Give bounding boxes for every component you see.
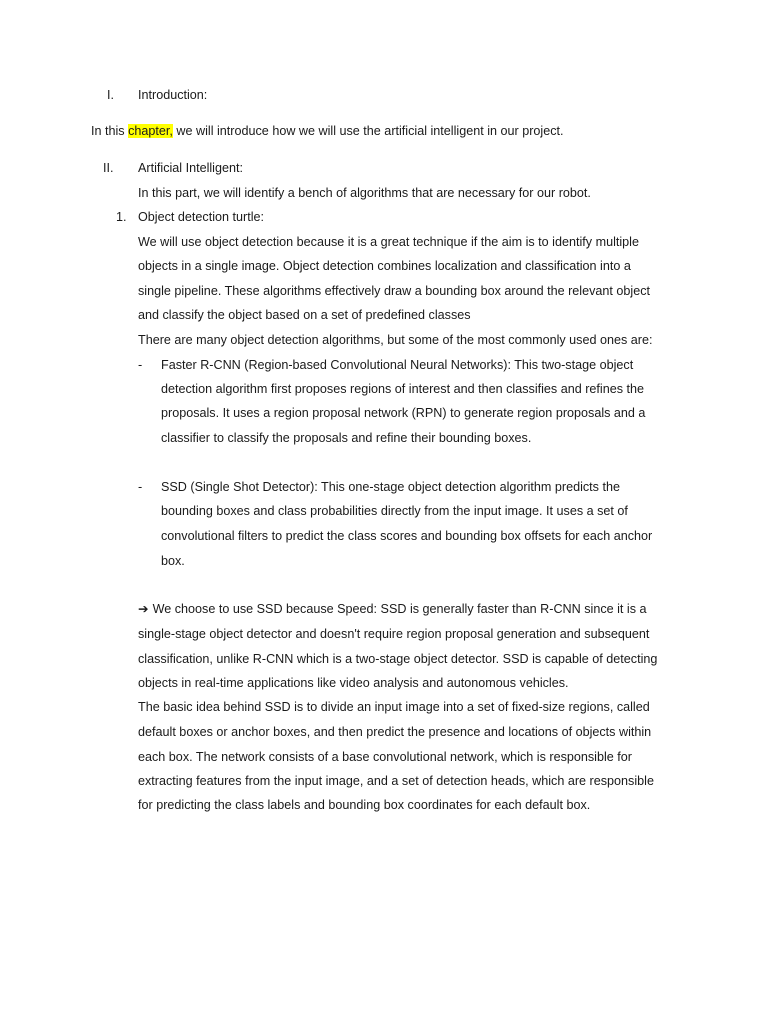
- intro-text-after: we will introduce how we will use the artificial intelligent in our project.: [172, 124, 564, 138]
- section-1-numeral: I.: [107, 88, 114, 102]
- bullet-1-line: proposals. It uses a region proposal network (RPN) to generate region proposals and a: [161, 406, 646, 420]
- bullet-2-line: convolutional filters to predict the class scores and bounding box offsets for each anchor: [161, 529, 653, 543]
- conclusion-line: We choose to use SSD because Speed: SSD is generally faster than R-CNN since it is a: [152, 602, 647, 616]
- paragraph-line: single pipeline. These algorithms effectively draw a bounding box around the relevant object: [138, 284, 651, 298]
- bullet-2-line: box.: [161, 554, 185, 568]
- conclusion-line: single-stage object detector and doesn't require region proposal generation and subsequent: [138, 627, 650, 641]
- bullet-2-line: SSD (Single Shot Detector): This one-stage object detection algorithm predicts the: [161, 480, 620, 494]
- intro-text-before: In this: [91, 124, 129, 138]
- intro-highlighted-word: chapter,: [128, 124, 173, 138]
- bullet-1-line: classifier to classify the proposals and refine their bounding boxes.: [161, 431, 532, 445]
- subsection-1-number: 1.: [116, 210, 127, 224]
- conclusion-line: The basic idea behind SSD is to divide an input image into a set of fixed-size regions, called: [138, 700, 650, 714]
- bullet-marker: -: [138, 358, 143, 372]
- section-1-heading: Introduction:: [138, 88, 208, 102]
- section-2-intro: In this part, we will identify a bench of algorithms that are necessary for our robot.: [138, 186, 591, 200]
- conclusion-line: objects in real-time applications like video analysis and autonomous vehicles.: [138, 676, 569, 690]
- conclusion-line: extracting features from the input image, and a set of detection heads, which are responsible: [138, 774, 654, 788]
- bullet-1-line: Faster R-CNN (Region-based Convolutional Neural Networks): This two-stage object: [161, 358, 634, 372]
- conclusion-line: each box. The network consists of a base convolutional network, which is responsible for: [138, 750, 632, 764]
- paragraph-line: We will use object detection because it is a great technique if the aim is to identify multiple: [138, 235, 639, 249]
- arrow-right-icon: ➔: [138, 602, 149, 616]
- bullet-2-line: bounding boxes and class probabilities directly from the input image. It uses a set of: [161, 504, 628, 518]
- section-2-heading: Artificial Intelligent:: [138, 161, 243, 175]
- subsection-1-heading: Object detection turtle:: [138, 210, 265, 224]
- bullet-marker: -: [138, 480, 143, 494]
- section-2-numeral: II.: [103, 161, 114, 175]
- bullet-1-line: detection algorithm first proposes regions of interest and then classifies and refines the: [161, 382, 645, 396]
- paragraph-line: objects in a single image. Object detection combines localization and classification into a: [138, 259, 631, 273]
- intro-paragraph: [91, 123, 564, 139]
- conclusion-line: for predicting the class labels and bounding box coordinates for each default box.: [138, 798, 591, 812]
- paragraph-line: and classify the object based on a set of predefined classes: [138, 308, 471, 322]
- conclusion-first-line: [138, 601, 647, 617]
- conclusion-line: classification, unlike R-CNN which is a two-stage object detector. SSD is capable of detecting: [138, 652, 658, 666]
- paragraph-line: There are many object detection algorithms, but some of the most commonly used ones are:: [138, 333, 653, 347]
- conclusion-line: default boxes or anchor boxes, and then predict the presence and locations of objects within: [138, 725, 652, 739]
